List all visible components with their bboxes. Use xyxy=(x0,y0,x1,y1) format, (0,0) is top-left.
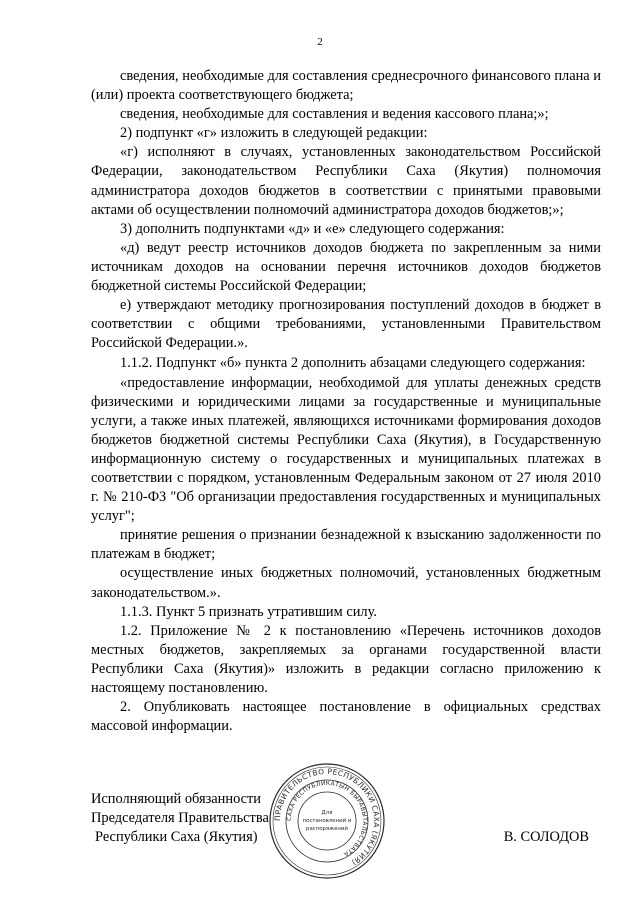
paragraph: 1.2. Приложение № 2 к постановлению «Перечень источников доходов местных бюджетов, закрепляемых за органами государственной власти Республики Саха (Якутия)» изложить в редакции согласно приложению к настоящему постановлению. xyxy=(91,622,601,696)
page-number: 2 xyxy=(317,36,323,48)
paragraph: осуществление иных бюджетных полномочий, установленных бюджетным законодательством.». xyxy=(91,565,601,601)
paragraph: 2) подпункт «г» изложить в следующей редакции: xyxy=(120,125,428,142)
seal-outer-text: ПРАВИТЕЛЬСТВО РЕСПУБЛИКИ САХА (ЯКУТИЯ) xyxy=(272,766,382,868)
paragraph: «предоставление информации, необходимой для уплаты денежных средств физическими и юридическими лицами за государственные и муниципальные услуги, а также иных платежей, являющихся источниками формирования доходов бюджетов бюджетной системы Республики Саха (Якутия), в Государственную информационную систему о государственных и муниципальных платежах в соответствии с порядком, установленным Федеральным законом от 27 июля 2010 г. № 210-ФЗ "Об организации предоставления государственных и муниципальных услуг"; xyxy=(91,374,601,525)
signatory-title-line: Исполняющий обязанности xyxy=(91,791,262,807)
signatory-title-line: Председателя Правительства xyxy=(91,810,269,827)
paragraph: 2. Опубликовать настоящее постановление в официальных средствах массовой информации. xyxy=(91,699,601,735)
paragraph: 1.1.3. Пункт 5 признать утратившим силу. xyxy=(120,603,377,620)
signatory-name: В. СОЛОДОВ xyxy=(503,829,589,845)
seal-inner-text: САХА РЕСПУБЛИКАТЫН БЫРАВЫТАЛЬСТВАТА xyxy=(285,779,369,858)
paragraph: 3) дополнить подпунктами «д» и «е» следующего содержания: xyxy=(120,220,505,237)
seal-center-text: распоряжений xyxy=(306,826,348,832)
seal-center-text: постановлений и xyxy=(302,818,352,824)
seal-center-text: Для xyxy=(321,810,333,816)
paragraph: сведения, необходимые для составления среднесрочного финансового плана и (или) проекта соответствующего бюджета; xyxy=(91,68,601,104)
paragraph: 1.1.2. Подпункт «б» пункта 2 дополнить абзацами следующего содержания: xyxy=(120,355,586,372)
document-body xyxy=(91,67,601,736)
paragraph: е) утверждают методику прогнозирования поступлений доходов в бюджет в соответствии с общими требованиями, установленными Правительством Российской Федерации.». xyxy=(91,297,601,352)
paragraph: «д) ведут реестр источников доходов бюджета по закрепленным за ними источникам доходов на основании перечня источников доходов бюджетов бюджетной системы Российской Федерации; xyxy=(91,239,601,295)
paragraph: «г) исполняют в случаях, установленных законодательством Российской Федерации, законодательством Республики Саха (Якутия) полномочия администратора доходов бюджетов в соответствии с принятыми правовыми актами об осуществлении полномочий администратора доходов бюджетов;»; xyxy=(91,144,601,218)
paragraph: сведения, необходимые для составления и ведения кассового плана;»; xyxy=(120,106,549,123)
signatory-title-line: Республики Саха (Якутия) xyxy=(95,829,258,846)
paragraph: принятие решения о признании безнадежной к взысканию задолженности по платежам в бюджет; xyxy=(91,527,601,563)
official-seal-icon xyxy=(268,762,386,880)
